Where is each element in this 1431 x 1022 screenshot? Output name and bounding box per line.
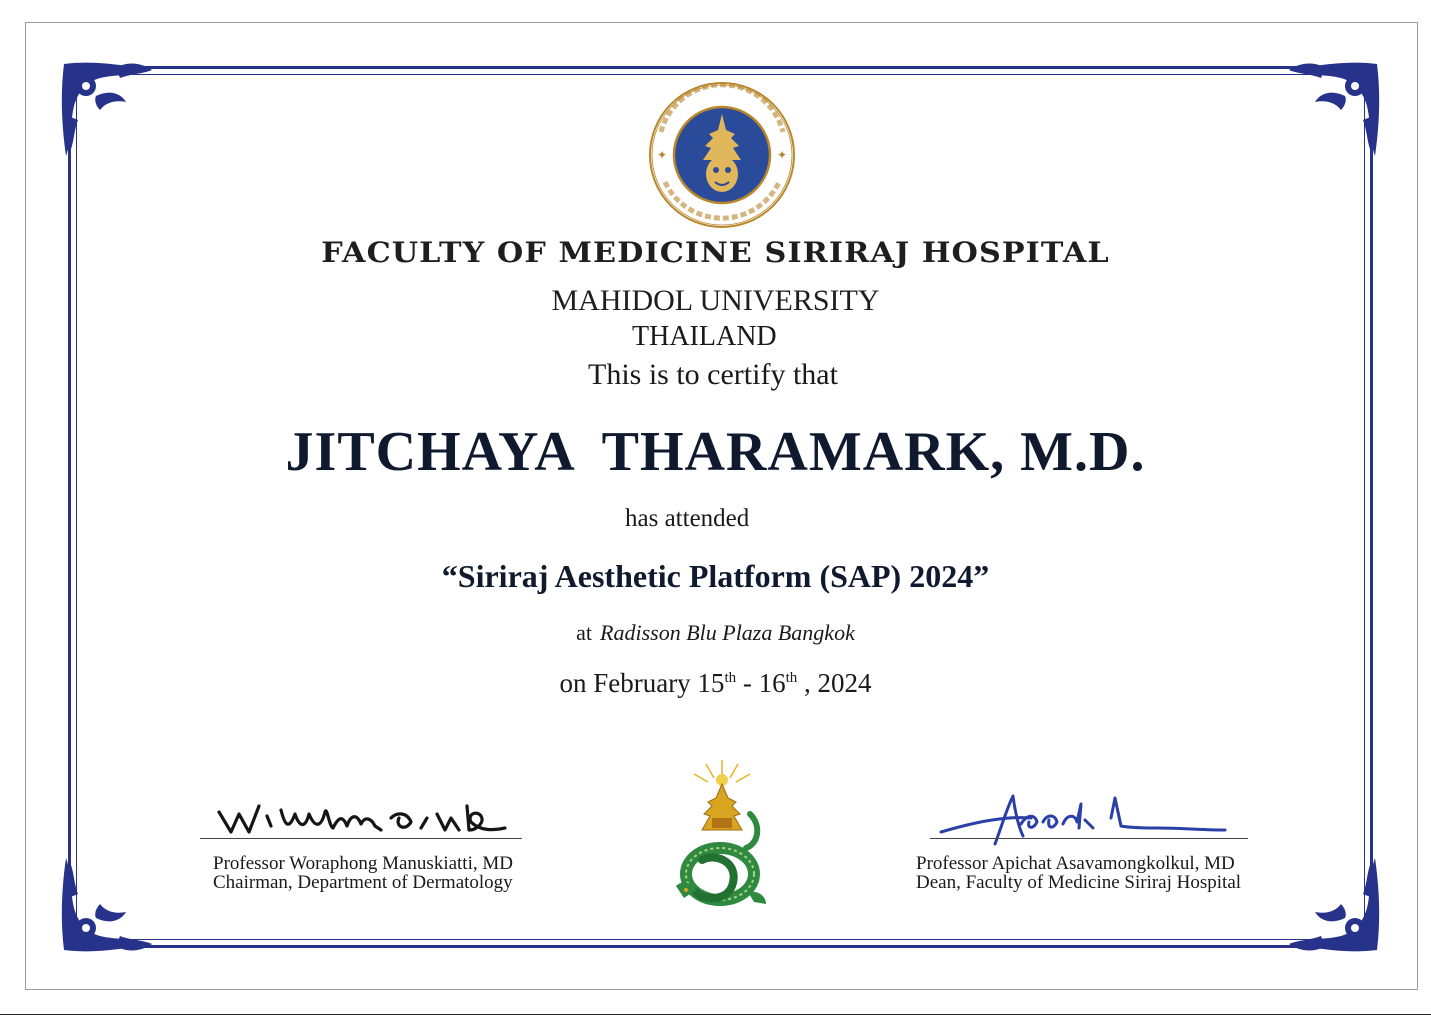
signature-right-icon [935, 788, 1235, 852]
signatory-right-title: Dean, Faculty of Medicine Siriraj Hospital [916, 872, 1242, 893]
signatory-right-name: Professor Apichat Asavamongkolkul, MD [916, 853, 1235, 874]
signatory-left-name: Professor Woraphong Manuskiatti, MD [213, 853, 513, 874]
venue-name: Radisson Blu Plaza Bangkok [600, 620, 855, 645]
corner-ornament-icon [56, 838, 176, 958]
signature-left-icon [215, 796, 525, 840]
date-prefix: on February 15 [559, 668, 725, 698]
date-sup1: th [724, 670, 737, 686]
recipient-name: JITCHAYA THARAMARK, M.D. [285, 421, 1146, 483]
university-seal-icon [647, 80, 797, 230]
venue-prefix: at [576, 620, 593, 645]
country-name: THAILAND [632, 321, 777, 352]
signatory-left-title: Chairman, Department of Dermatology [213, 872, 513, 893]
divider [0, 1014, 1431, 1021]
svg-text:✦: ✦ [657, 148, 668, 162]
date-sup2: th [785, 670, 798, 686]
event-title: “Siriraj Aesthetic Platform (SAP) 2024” [441, 558, 990, 594]
naga-emblem-icon [662, 756, 782, 916]
attended-text: has attended [625, 505, 750, 532]
date-suffix: , 2024 [797, 668, 872, 698]
certify-text: This is to certify that [588, 358, 838, 391]
date-mid: - 16 [736, 668, 786, 698]
faculty-heading: FACULTY OF MEDICINE SIRIRAJ HOSPITAL [321, 236, 1110, 269]
university-name: MAHIDOL UNIVERSITY [551, 284, 880, 317]
venue-line [0, 620, 1431, 646]
svg-text:✦: ✦ [777, 148, 788, 162]
corner-ornament-icon [1265, 838, 1385, 958]
event-date [0, 668, 1431, 699]
corner-ornament-icon [1265, 56, 1385, 176]
signature-line-left [200, 838, 522, 839]
corner-ornament-icon [56, 56, 176, 176]
signature-line-right [930, 838, 1248, 839]
